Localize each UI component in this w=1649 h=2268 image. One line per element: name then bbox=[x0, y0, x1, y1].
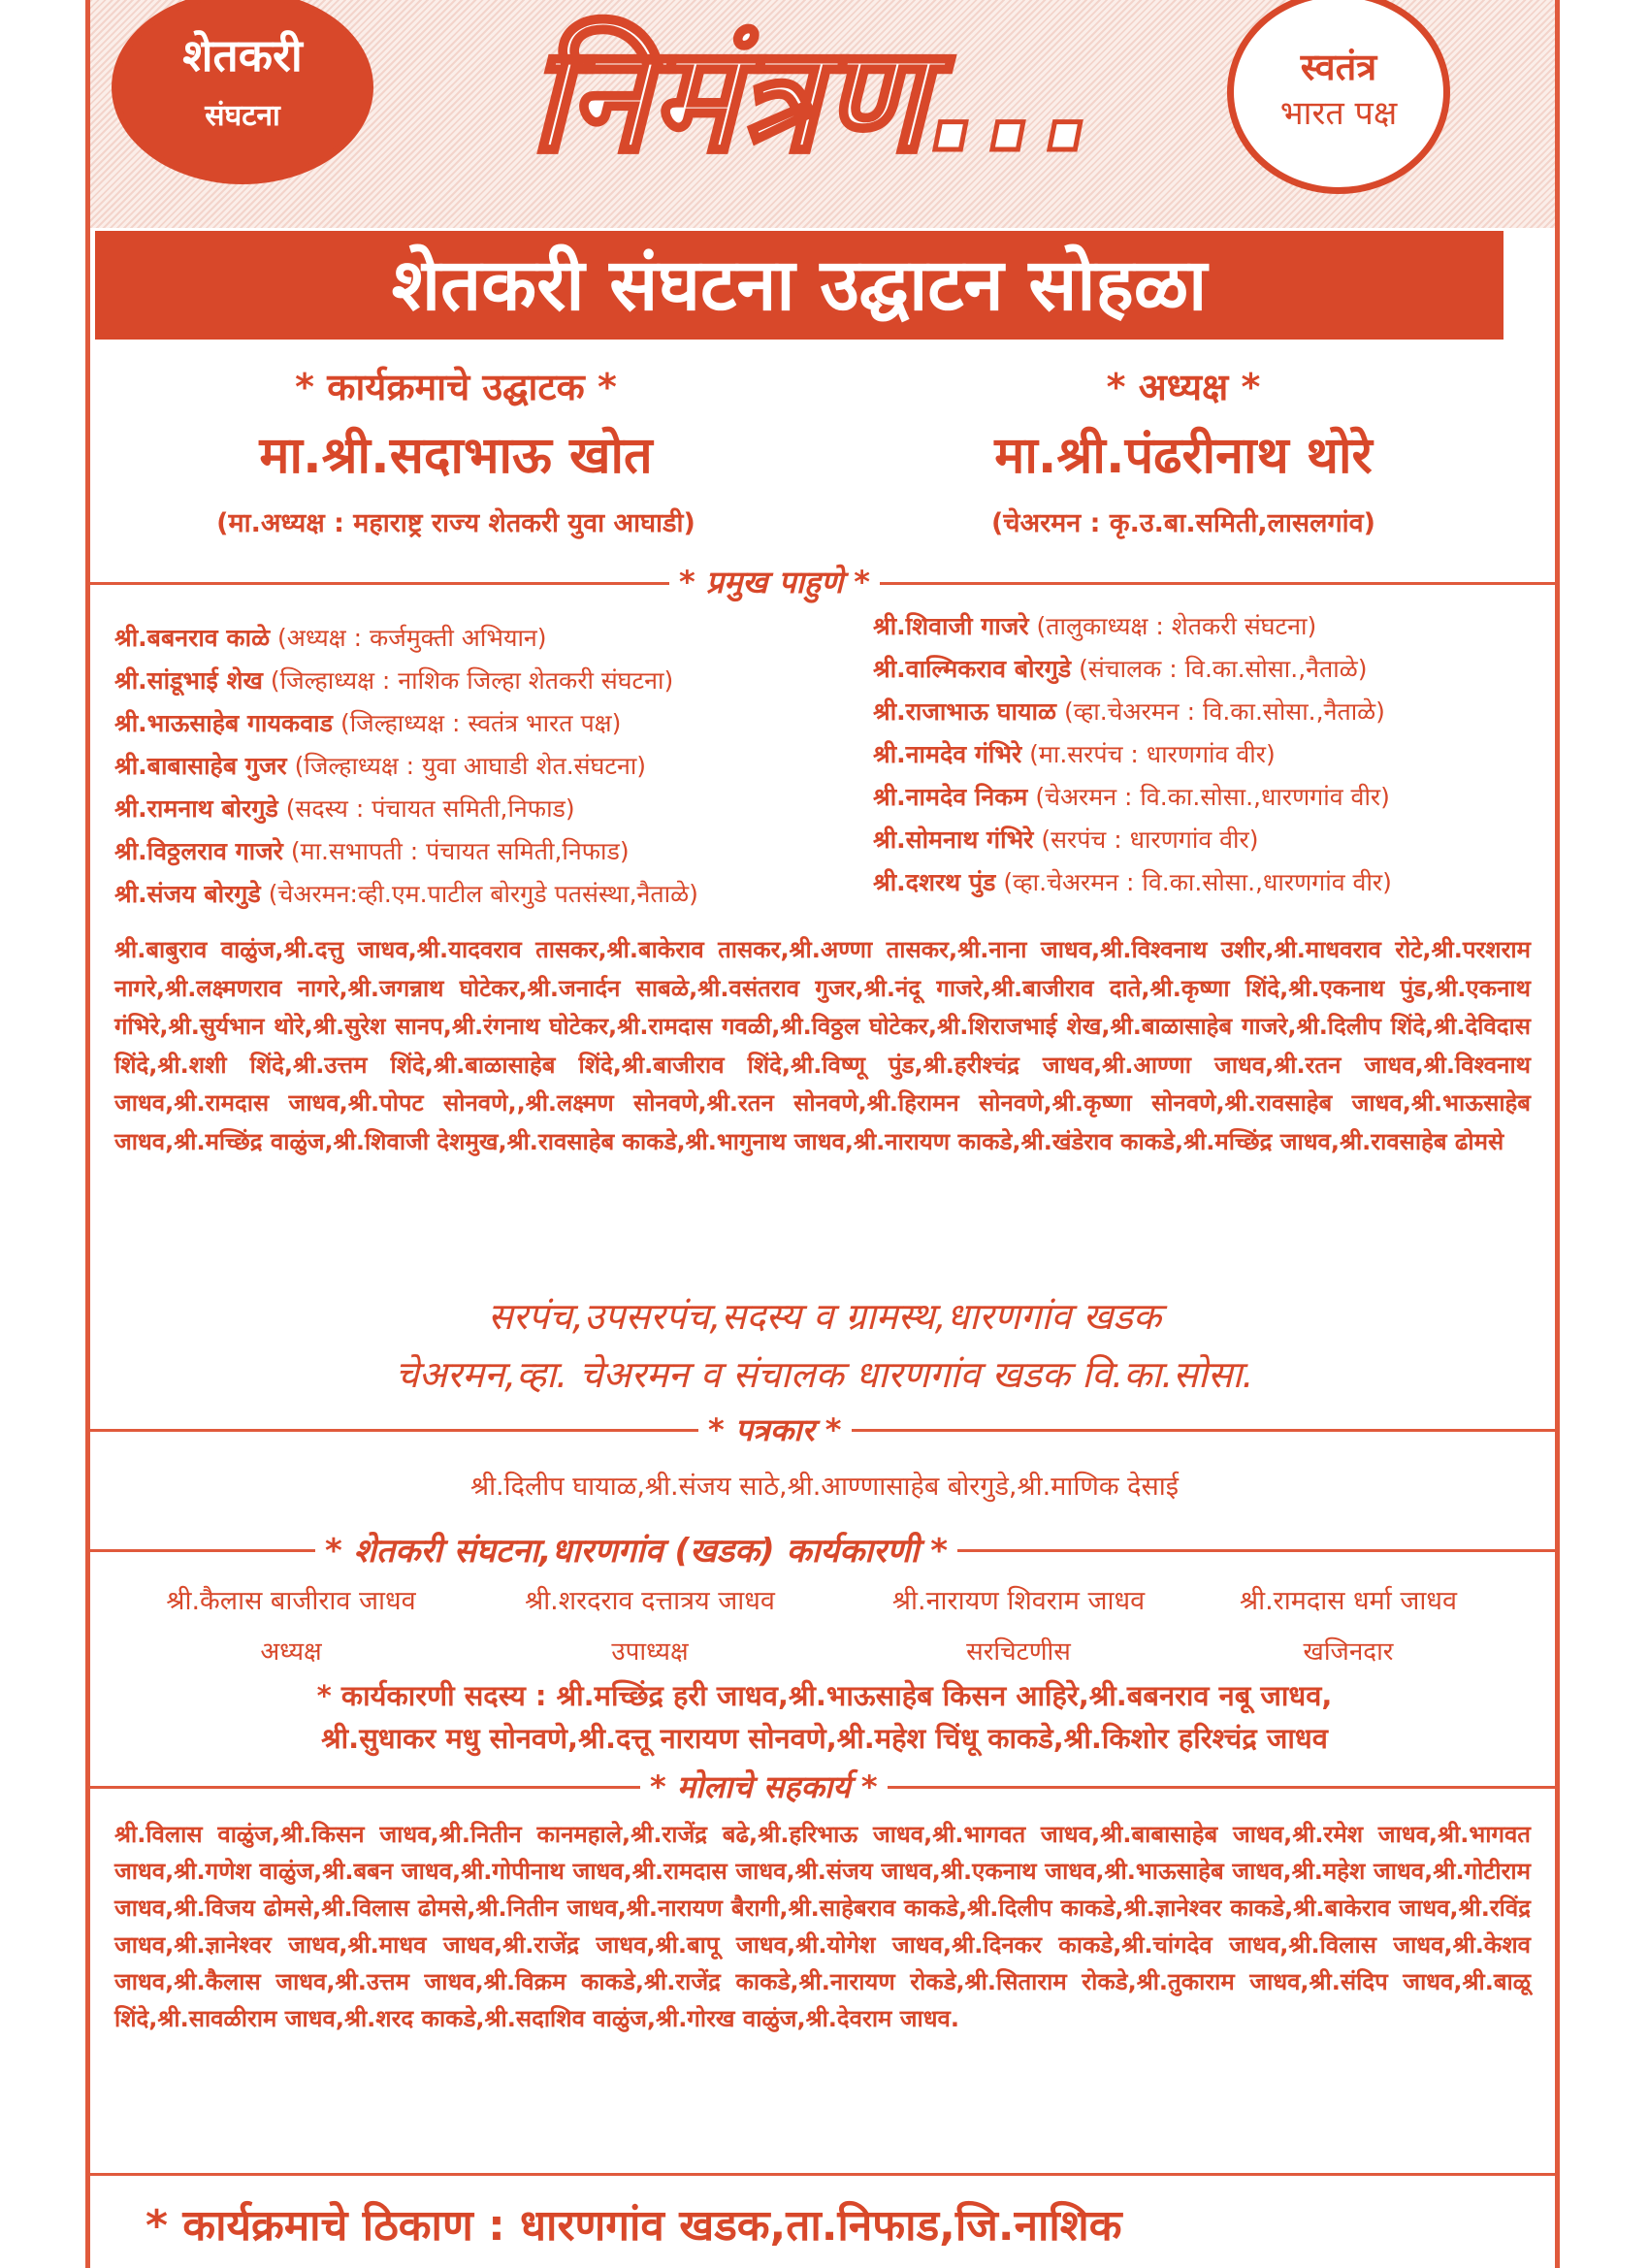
venue-line: * कार्यक्रमाचे ठिकाण : धारणगांव खडक,ता.निफाड,जि.नाशिक bbox=[146, 2201, 1122, 2251]
guest-left-5 bbox=[114, 792, 575, 825]
guest-title: (व्हा.चेअरमन : वि.का.सोसा.,धारणगांव वीर) bbox=[1003, 868, 1392, 896]
officer-name: श्री.नारायण शिवराम जाधव bbox=[891, 1586, 1146, 1616]
executive-heading: * शेतकरी संघटना,धारणगांव (खडक) कार्यकारणी * bbox=[315, 1527, 957, 1571]
inaugurator-role: * कार्यक्रमाचे उद्घाटक * bbox=[295, 366, 617, 408]
guest-name: श्री.नामदेव निकम bbox=[873, 783, 1028, 811]
guest-name: श्री.बाबासाहेब गुजर bbox=[114, 752, 287, 780]
president-block bbox=[844, 361, 1523, 539]
guest-left-4 bbox=[114, 749, 646, 782]
guest-title: (मा.सभापती : पंचायत समिती,निफाड) bbox=[290, 837, 630, 865]
officer-name: श्री.कैलास बाजीराव जाधव bbox=[166, 1586, 416, 1616]
guest-right-5 bbox=[873, 780, 1390, 813]
officer-president bbox=[97, 1581, 485, 1668]
guest-right-6 bbox=[873, 823, 1259, 856]
guest-name: श्री.सोमनाथ गंभिरे bbox=[873, 826, 1034, 854]
guest-name: श्री.नामदेव गंभिरे bbox=[873, 740, 1022, 768]
guest-title: (सरपंच : धारणगांव वीर) bbox=[1041, 826, 1259, 854]
guest-left-1 bbox=[114, 621, 547, 654]
executive-members-line-2: श्री.सुधाकर मधु सोनवणे,श्री.दत्तू नारायण सोनवणे,श्री.महेश चिंधू काकडे,श्री.किशोर हरिश्चंद्र जाधव bbox=[321, 1722, 1328, 1755]
press-names: श्री.दिलीप घायाळ,श्री.संजय साठे,श्री.आण्णासाहेब बोरगुडे,श्री.माणिक देसाई bbox=[469, 1472, 1180, 1502]
guest-title: (संचालक : वि.का.सोसा.,नैताळे) bbox=[1079, 655, 1368, 683]
guest-title: (व्हा.चेअरमन : वि.का.सोसा.,नैताळे) bbox=[1063, 697, 1385, 726]
inaugurator-name: मा.श्री.सदाभाऊ खोत bbox=[259, 427, 653, 485]
officer-post: अध्यक्ष bbox=[260, 1637, 322, 1667]
inaugurator-designation: (मा.अध्यक्ष : महाराष्ट्र राज्य शेतकरी युवा आघाडी) bbox=[216, 508, 695, 538]
officer-post: खजिनदार bbox=[1303, 1637, 1394, 1667]
other-guests-paragraph: श्री.बाबुराव वाळुंज,श्री.दत्तु जाधव,श्री.यादवराव तासकर,श्री.बाकेराव तासकर,श्री.अण्णा तासकर,श्री.नाना जाधव,श्री.विश्वनाथ उशीर,श्री.माधवराव रोटे,श्री.परशराम नागरे,श्री.लक्ष्मणराव नागरे,श्री.जगन्नाथ घोटेकर,श्री.जनार्दन साबळे,श्री.वसंतराव गुजर,श्री.नंदू गाजरे,श्री.बाजीराव दाते,श्री.कृष्णा शिंदे,श्री.एकनाथ पुंड,श्री.एकनाथ गंभिरे,श्री.सुर्यभान थोरे,श्री.सुरेश सानप,श्री.रंगनाथ घोटेकर,श्री.रामदास गवळी,श्री.विठ्ठल घोटेकर,श्री.शिराजभाई शेख,श्री.बाळासाहेब गाजरे,श्री.दिलीप शिंदे,श्री.देविदास शिंदे,श्री.शशी शिंदे,श्री.उत्तम शिंदे,श्री.बाळासाहेब शिंदे,श्री.बाजीराव शिंदे,श्री.विष्णू पुंड,श्री.हरीश्चंद्र जाधव,श्री.आण्णा जाधव,श्री.रतन जाधव,श्री.विश्वनाथ जाधव,श्री.रामदास जाधव,श्री.पोपट सोनवणे,,श्री.लक्ष्मण सोनवणे,श्री.रतन सोनवणे,श्री.हिरामन सोनवणे,श्री.कृष्णा सोनवणे,श्री.रावसाहेब जाधव,श्री.भाऊसाहेब जाधव,श्री.मच्छिंद्र वाळुंज,श्री.शिवाजी देशमुख,श्री.रावसाहेब काकडे,श्री.भागुनाथ जाधव,श्री.नारायण काकडे,श्री.खंडेराव काकडे,श्री.मच्छिंद्र जाधव,श्री.रावसाहेब ढोमसे bbox=[114, 936, 1531, 1155]
venue-divider bbox=[90, 2173, 1555, 2176]
left-seal-line1: शेतकरी bbox=[182, 29, 303, 81]
guests-heading: * प्रमुख पाहुणे * bbox=[669, 561, 880, 602]
support-paragraph: श्री.विलास वाळुंज,श्री.किसन जाधव,श्री.नितीन कानमहाले,श्री.राजेंद्र बढे,श्री.हरिभाऊ जाधव,श्री.भागवत जाधव,श्री.बाबासाहेब जाधव,श्री.रमेश जाधव,श्री.भागवत जाधव,श्री.गणेश वाळुंज,श्री.बबन जाधव,श्री.गोपीनाथ जाधव,श्री.रामदास जाधव,श्री.संजय जाधव,श्री.एकनाथ जाधव,श्री.भाऊसाहेब जाधव,श्री.महेश जाधव,श्री.गोटीराम जाधव,श्री.विजय ढोमसे,श्री.विलास ढोमसे,श्री.नितीन जाधव,श्री.नारायण बैरागी,श्री.साहेबराव काकडे,श्री.दिलीप काकडे,श्री.ज्ञानेश्वर काकडे,श्री.बाकेराव जाधव,श्री.रविंद्र जाधव,श्री.ज्ञानेश्वर जाधव,श्री.माधव जाधव,श्री.राजेंद्र जाधव,श्री.बापू जाधव,श्री.योगेश जाधव,श्री.दिनकर काकडे,श्री.चांगदेव जाधव,श्री.विलास जाधव,श्री.केशव जाधव,श्री.कैलास जाधव,श्री.उत्तम जाधव,श्री.विक्रम काकडे,श्री.राजेंद्र काकडे,श्री.नारायण रोकडे,श्री.सिताराम रोकडे,श्री.तुकाराम जाधव,श्री.संदिप जाधव,श्री.बाळू शिंदे,श्री.सावळीराम जाधव,श्री.शरद काकडे,श्री.सदाशिव वाळुंज,श्री.गोरख वाळुंज,श्री.देवराम जाधव. bbox=[114, 1821, 1531, 2032]
guest-right-7 bbox=[873, 865, 1392, 898]
guest-title: (जिल्हाध्यक्ष : नाशिक जिल्हा शेतकरी संघटना) bbox=[270, 666, 674, 695]
guest-title: (मा.सरपंच : धारणगांव वीर) bbox=[1029, 740, 1276, 768]
guest-left-6 bbox=[114, 834, 630, 867]
right-seal-line1: स्वतंत्र bbox=[1300, 46, 1377, 88]
guest-title: (अध्यक्ष : कर्जमुक्ती अभियान) bbox=[277, 624, 547, 652]
officer-name: श्री.शरदराव दत्तात्रय जाधव bbox=[525, 1586, 775, 1616]
president-designation: (चेअरमन : कृ.उ.बा.समिती,लासलगांव) bbox=[990, 508, 1376, 538]
guest-name: श्री.रामनाथ बोरगुडे bbox=[114, 794, 278, 823]
guest-title: (तालुकाध्यक्ष : शेतकरी संघटना) bbox=[1036, 612, 1317, 640]
guest-name: श्री.विठ्ठलराव गाजरे bbox=[114, 837, 283, 865]
officer-vice-president bbox=[456, 1581, 844, 1668]
right-seal-line2: भारत पक्ष bbox=[1279, 94, 1398, 133]
officer-name: श्री.रामदास धर्मा जाधव bbox=[1239, 1586, 1457, 1616]
guest-right-3 bbox=[873, 695, 1385, 728]
inaugurator-block bbox=[116, 361, 795, 539]
support-heading: * मोलाचे सहकार्य * bbox=[640, 1766, 888, 1807]
president-name: मा.श्री.पंढरीनाथ थोरे bbox=[994, 427, 1373, 485]
page-title: निमंत्रण... bbox=[530, 16, 1100, 184]
groups-line-2: चेअरमन,व्हा. चेअरमन व संचालक धारणगांव खडक वि.का.सोसा. bbox=[395, 1353, 1254, 1396]
guest-right-1 bbox=[873, 609, 1316, 642]
guest-name: श्री.संजय बोरगुडे bbox=[114, 880, 261, 908]
president-role: * अध्यक्ष * bbox=[1106, 366, 1261, 408]
guest-name: श्री.सांडूभाई शेख bbox=[114, 666, 263, 695]
guest-name: श्री.दशरथ पुंड bbox=[873, 868, 996, 896]
guest-name: श्री.वाल्मिकराव बोरगुडे bbox=[873, 655, 1072, 683]
event-banner: शेतकरी संघटना उद्घाटन सोहळा bbox=[95, 231, 1504, 340]
guest-left-2 bbox=[114, 664, 673, 697]
guest-left-3 bbox=[114, 706, 621, 739]
executive-members-line-1: * कार्यकारणी सदस्य : श्री.मच्छिंद्र हरी जाधव,श्री.भाऊसाहेब किसन आहिरे,श्री.बबनराव नबू जाधव, bbox=[316, 1679, 1333, 1712]
groups-line-1: सरपंच,उपसरपंच,सदस्य व ग्रामस्थ,धारणगांव खडक bbox=[487, 1295, 1162, 1338]
guest-title: (जिल्हाध्यक्ष : युवा आघाडी शेत.संघटना) bbox=[294, 752, 647, 780]
officer-treasurer bbox=[1154, 1581, 1542, 1668]
guest-left-7 bbox=[114, 877, 698, 910]
guest-title: (चेअरमन:व्ही.एम.पाटील बोरगुडे पतसंस्था,नैताळे) bbox=[268, 880, 698, 908]
guest-name: श्री.बबनराव काळे bbox=[114, 624, 271, 652]
guest-right-2 bbox=[873, 652, 1368, 685]
guest-name: श्री.शिवाजी गाजरे bbox=[873, 612, 1029, 640]
guest-name: श्री.भाऊसाहेब गायकवाड bbox=[114, 709, 333, 737]
guest-title: (जिल्हाध्यक्ष : स्वतंत्र भारत पक्ष) bbox=[340, 709, 622, 737]
guest-right-4 bbox=[873, 737, 1276, 770]
guest-title: (सदस्य : पंचायत समिती,निफाड) bbox=[285, 794, 575, 823]
officer-post: उपाध्यक्ष bbox=[611, 1637, 689, 1667]
guest-title: (चेअरमन : वि.का.सोसा.,धारणगांव वीर) bbox=[1035, 783, 1390, 811]
guest-name: श्री.राजाभाऊ घायाळ bbox=[873, 697, 1057, 726]
left-seal-line2: संघटना bbox=[205, 99, 280, 133]
press-heading: * पत्रकार * bbox=[698, 1409, 852, 1450]
officer-post: सरचिटणीस bbox=[966, 1637, 1071, 1667]
